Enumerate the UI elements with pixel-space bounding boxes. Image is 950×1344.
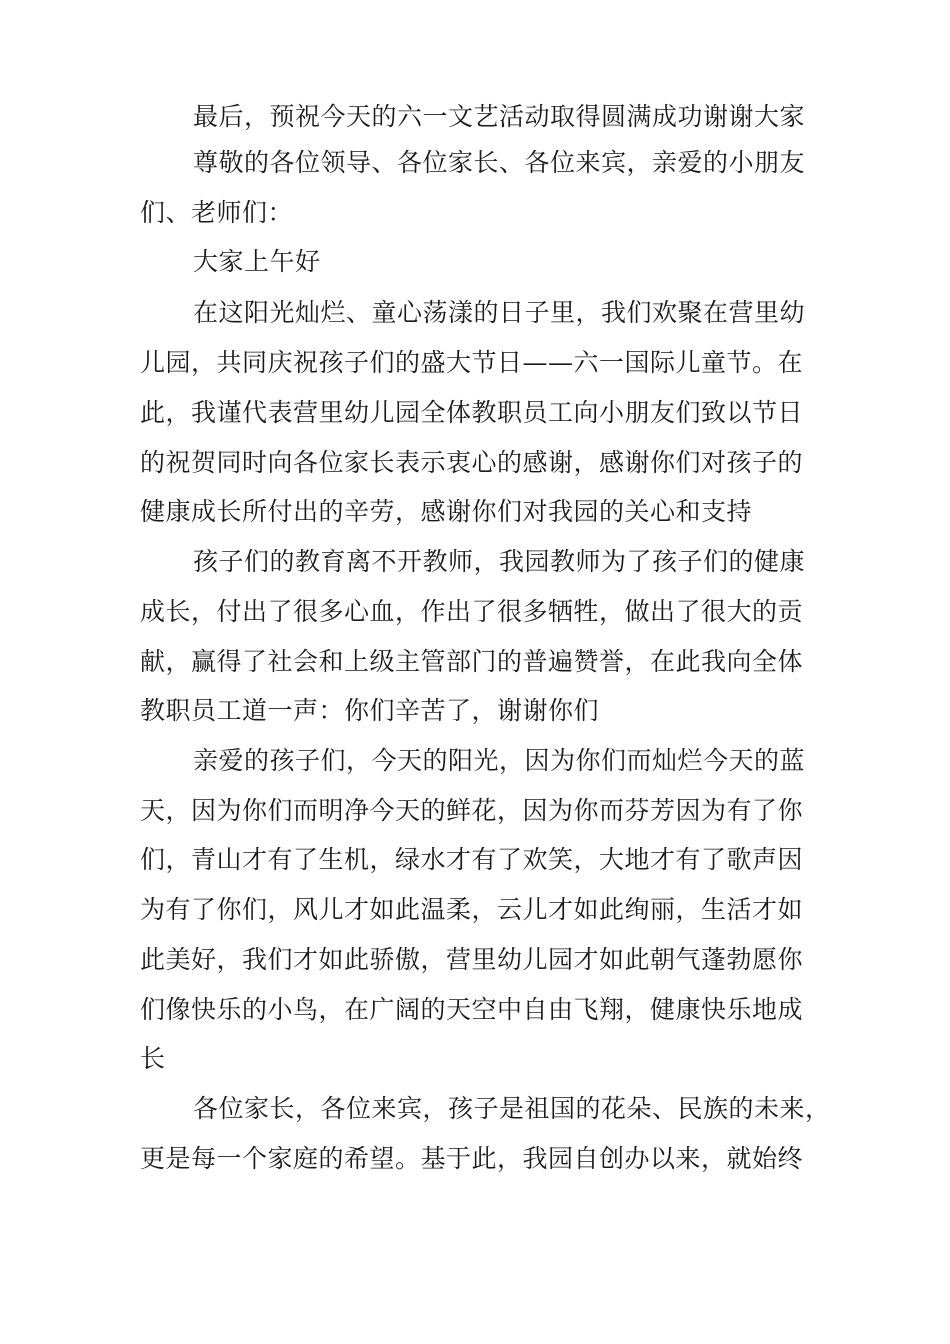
text-line: 成长，付出了很多心血，作出了很多牺牲，做出了很大的贡: [140, 597, 804, 626]
text-line: 为有了你们，风儿才如此温柔，云儿才如此绚丽，生活才如: [140, 895, 804, 924]
text-line: 此美好，我们才如此骄傲，营里幼儿园才如此朝气蓬勃愿你: [140, 945, 804, 974]
text-line: 最后，预祝今天的六一文艺活动取得圆满成功谢谢大家: [193, 102, 806, 131]
text-line: 长: [140, 1044, 166, 1073]
text-line: 儿园，共同庆祝孩子们的盛大节日——六一国际儿童节。在: [140, 348, 804, 377]
text-line: 各位家长，各位来宾，孩子是祖国的花朵、民族的未来，: [193, 1094, 831, 1123]
text-line: 天，因为你们而明净今天的鲜花，因为你而芬芳因为有了你: [140, 796, 804, 825]
text-line: 在这阳光灿烂、童心荡漾的日子里，我们欢聚在营里幼: [193, 298, 806, 327]
text-line: 大家上午好: [193, 247, 321, 276]
text-line: 尊敬的各位领导、各位家长、各位来宾，亲爱的小朋友: [193, 148, 806, 177]
text-line: 教职员工道一声：你们辛苦了，谢谢你们: [140, 696, 600, 725]
text-line: 们像快乐的小鸟，在广阔的天空中自由飞翔，健康快乐地成: [140, 995, 804, 1024]
text-line: 们、老师们：: [140, 198, 294, 227]
text-line: 的祝贺同时向各位家长表示衷心的感谢，感谢你们对孩子的: [140, 448, 804, 477]
text-line: 亲爱的孩子们，今天的阳光，因为你们而灿烂今天的蓝: [193, 746, 806, 775]
text-line: 健康成长所付出的辛劳，感谢你们对我园的关心和支持: [140, 497, 753, 526]
text-line: 孩子们的教育离不开教师，我园教师为了孩子们的健康: [193, 547, 806, 576]
text-line: 更是每一个家庭的希望。基于此，我园自创办以来，就始终: [140, 1144, 804, 1173]
text-line: 献，赢得了社会和上级主管部门的普遍赞誉，在此我向全体: [140, 647, 804, 676]
text-line: 们，青山才有了生机，绿水才有了欢笑，大地才有了歌声因: [140, 845, 804, 874]
text-line: 此，我谨代表营里幼儿园全体教职员工向小朋友们致以节日: [140, 398, 804, 427]
